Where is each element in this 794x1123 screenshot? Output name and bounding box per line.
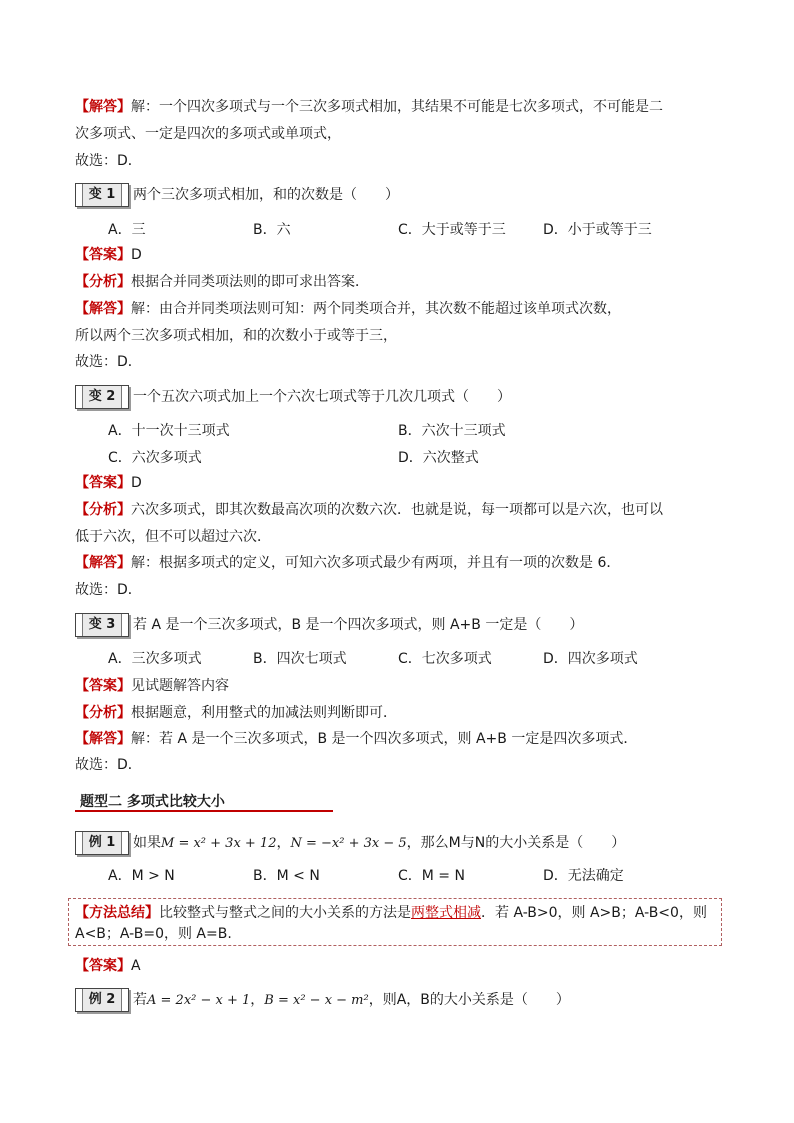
method-line2: A<B；A-B=0，则 A=B. xyxy=(75,926,232,942)
v1-option-b: B．六 xyxy=(253,222,291,238)
answer-value: A xyxy=(131,958,141,974)
v2-option-a: A．十一次十三项式 xyxy=(108,423,230,439)
variant-1-label: 变 1 xyxy=(82,184,122,206)
variant-1-question: 两个三次多项式相加，和的次数是（ ） xyxy=(133,187,399,203)
method-text-a: 比较整式与整式之间的大小关系的方法是 xyxy=(159,905,411,921)
method-tag: 【方法总结】 xyxy=(75,905,159,921)
v3-choice: 故选：D． xyxy=(75,757,142,773)
intro-answer-line2: 次多项式、一定是四次的多项式或单项式， xyxy=(75,126,341,142)
v2-solution xyxy=(75,553,620,573)
variant-3-label-box xyxy=(75,613,129,637)
a-expression: A = 2x² − x + 1 xyxy=(147,993,251,1008)
v1-choice: 故选：D． xyxy=(75,354,142,370)
method-summary-box xyxy=(68,898,722,946)
example-2-label-box xyxy=(75,988,129,1012)
method-text-b: ．若 A-B>0，则 A>B；A-B<0，则 xyxy=(481,905,707,921)
ex1-option-c: C．M = N xyxy=(398,868,465,884)
solution-text: 解：若 A 是一个三次多项式，B 是一个四次多项式，则 A+B 一定是四次多项式． xyxy=(131,731,638,747)
analysis-text: 根据题意，利用整式的加减法则判断即可． xyxy=(131,705,397,721)
question-suffix: ，则A，B的大小关系是（ ） xyxy=(368,992,570,1008)
answer-tag: 【答案】 xyxy=(75,475,131,491)
ex1-option-b: B．M < N xyxy=(253,868,320,884)
v2-option-b: B．六次十三项式 xyxy=(398,423,506,439)
section-title: 题型二 多项式比较大小 xyxy=(80,794,225,810)
v1-option-d: D．小于或等于三 xyxy=(543,222,652,238)
question-prefix: 如果 xyxy=(133,835,161,851)
question-suffix: ，那么M与N的大小关系是（ ） xyxy=(406,835,626,851)
section-underline xyxy=(75,810,333,812)
v2-option-c: C．六次多项式 xyxy=(108,450,202,466)
v1-solution-line2: 所以两个三次多项式相加，和的次数小于或等于三， xyxy=(75,328,397,344)
solution-tag: 【解答】 xyxy=(75,301,131,317)
v1-analysis xyxy=(75,272,369,292)
v3-answer xyxy=(75,676,229,696)
variant-1-label-box xyxy=(75,183,129,207)
v2-choice: 故选：D． xyxy=(75,582,142,598)
analysis-text: 六次多项式，即其次数最高次项的次数六次．也就是说，每一项都可以是六次，也可以 xyxy=(131,502,663,518)
analysis-tag: 【分析】 xyxy=(75,274,131,290)
ex1-option-a: A．M > N xyxy=(108,868,175,884)
n-expression: N = −x² + 3x − 5 xyxy=(290,836,407,851)
intro-answer-line1 xyxy=(75,97,663,117)
intro-choice: 故选：D． xyxy=(75,153,142,169)
answer-tag: 【解答】 xyxy=(75,99,131,115)
analysis-tag: 【分析】 xyxy=(75,705,131,721)
solution-tag: 【解答】 xyxy=(75,555,131,571)
v1-answer xyxy=(75,245,142,265)
solution-text: 解：由合并同类项法则可知：两个同类项合并，其次数不能超过该单项式次数， xyxy=(131,301,621,317)
v3-option-a: A．三次多项式 xyxy=(108,651,202,667)
answer-tag: 【答案】 xyxy=(75,678,131,694)
answer-value: D xyxy=(131,247,142,263)
ex1-option-d: D．无法确定 xyxy=(543,868,624,884)
analysis-tag: 【分析】 xyxy=(75,502,131,518)
v2-analysis-line2: 低于六次，但不可以超过六次． xyxy=(75,529,271,545)
v3-analysis xyxy=(75,703,397,723)
method-line1 xyxy=(75,903,707,923)
v3-option-b: B．四次七项式 xyxy=(253,651,347,667)
method-highlight: 两整式相减 xyxy=(411,905,481,921)
example-2-label: 例 2 xyxy=(82,989,122,1011)
example-1-question: 如果M = x² + 3x + 12，N = −x² + 3x − 5，那么M与N的大小关系是（ ） xyxy=(133,835,626,851)
solution-tag: 【解答】 xyxy=(75,731,131,747)
question-prefix: 若 xyxy=(133,992,147,1008)
answer-text: 解：一个四次多项式与一个三次多项式相加，其结果不可能是七次多项式，不可能是二 xyxy=(131,99,663,115)
v2-analysis-line1 xyxy=(75,500,663,520)
v1-option-a: A．三 xyxy=(108,222,146,238)
variant-2-label-box xyxy=(75,385,129,409)
example-2-question: 若A = 2x² − x + 1，B = x² − x − m²，则A，B的大小关系是（ ） xyxy=(133,992,570,1008)
variant-3-question: 若 A 是一个三次多项式，B 是一个四次多项式，则 A+B 一定是（ ） xyxy=(133,617,584,633)
variant-3-label: 变 3 xyxy=(82,614,122,636)
v2-option-d: D．六次整式 xyxy=(398,450,479,466)
answer-value: D xyxy=(131,475,142,491)
b-expression: B = x² − x − m² xyxy=(264,993,369,1008)
answer-tag: 【答案】 xyxy=(75,958,131,974)
v1-option-c: C．大于或等于三 xyxy=(398,222,506,238)
example-1-label: 例 1 xyxy=(82,832,122,854)
example-1-label-box xyxy=(75,831,129,855)
v2-answer xyxy=(75,473,142,493)
answer-tag: 【答案】 xyxy=(75,247,131,263)
m-expression: M = x² + 3x + 12 xyxy=(161,836,277,851)
solution-text: 解：根据多项式的定义，可知六次多项式最少有两项，并且有一项的次数是 6． xyxy=(131,555,621,571)
analysis-text: 根据合并同类项法则的即可求出答案． xyxy=(131,274,369,290)
v1-solution-line1 xyxy=(75,299,621,319)
answer-value: 见试题解答内容 xyxy=(131,678,229,694)
v3-option-d: D．四次多项式 xyxy=(543,651,638,667)
variant-2-label: 变 2 xyxy=(82,386,122,408)
v3-option-c: C．七次多项式 xyxy=(398,651,492,667)
ex1-answer xyxy=(75,956,141,976)
variant-2-question: 一个五次六项式加上一个六次七项式等于几次几项式（ ） xyxy=(133,389,511,405)
v3-solution xyxy=(75,729,637,749)
